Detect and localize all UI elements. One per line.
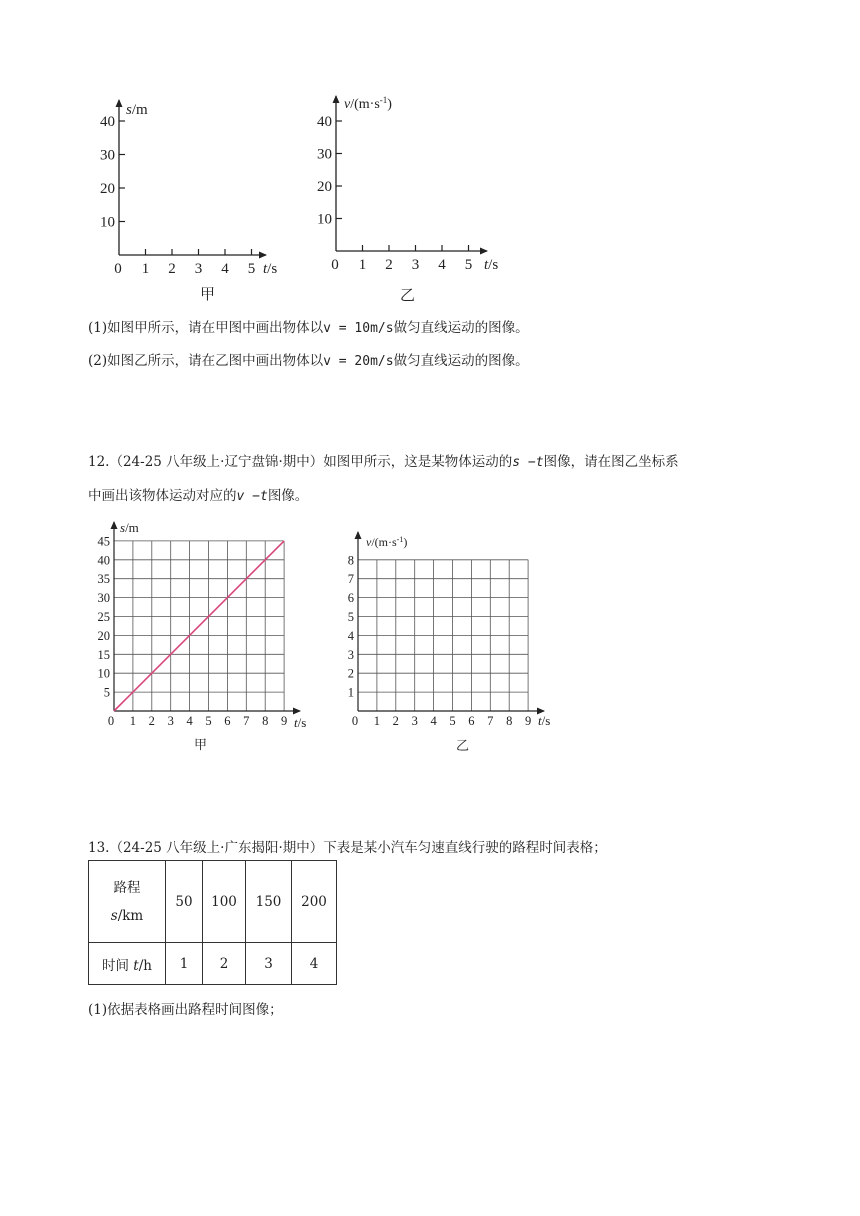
y-tick-label: 40 [97, 553, 110, 568]
y-tick-label: 30 [97, 591, 110, 606]
fig11-yi-axes [305, 88, 520, 303]
fig12-yi-grid [358, 560, 528, 711]
x-tick-label: 7 [243, 714, 250, 728]
y-tick-label: 6 [347, 591, 354, 606]
y-tick-label: 10 [100, 214, 115, 231]
y-tick-label: 10 [97, 666, 110, 681]
x-tick-label: 6 [224, 714, 231, 728]
x-tick-label: 2 [148, 714, 155, 728]
fig11-jia-caption: 甲 [200, 287, 216, 303]
x-tick-label: 1 [358, 257, 367, 273]
table-cell: 150 [246, 861, 292, 943]
x-tick-label: 2 [168, 261, 176, 277]
y-tick-label: 5 [103, 685, 110, 700]
x-tick-label: 9 [524, 714, 532, 728]
fig12-jia-series [114, 541, 284, 711]
x-tick-label: 2 [385, 257, 393, 273]
fig12-jia-caption: 甲 [194, 737, 208, 752]
fig11-yi-caption: 乙 [400, 288, 416, 303]
q11-part2: (2)如图乙所示，请在乙图中画出物体以v = 20m/s做匀直线运动的图像。 [88, 353, 529, 369]
q12-line1: 12.（24-25 八年级上·辽宁盘锦·期中）如图甲所示，这是某物体运动的s −t图像，请在图乙坐标系 [88, 454, 679, 470]
fig12-yi-chart [330, 528, 570, 758]
x-tick-label: 4 [221, 261, 229, 277]
y-tick-label: 30 [100, 147, 115, 164]
table-cell: 2 [203, 943, 246, 985]
x-tick-label: 2 [392, 714, 399, 728]
y-tick-label: 40 [317, 114, 332, 130]
y-tick-label: 35 [97, 572, 110, 587]
y-tick-label: 4 [347, 628, 354, 643]
x-tick-label: 3 [167, 714, 174, 728]
series-line [114, 541, 284, 711]
y-tick-label: 8 [347, 553, 354, 568]
y-tick-label: 45 [97, 534, 110, 549]
x-tick-label: 4 [430, 714, 437, 728]
q11-part1: (1)如图甲所示，请在甲图中画出物体以v = 10m/s做匀直线运动的图像。 [88, 320, 529, 336]
x-tick-label: 1 [373, 714, 381, 728]
y-tick-label: 40 [100, 114, 115, 130]
x-tick-label: 5 [449, 714, 456, 728]
fig11-jia-yticks [100, 114, 125, 231]
x-tick-label: 3 [194, 261, 203, 277]
table-row [89, 943, 337, 985]
fig12-jia-ylabel: s/m [120, 520, 139, 535]
fig11-jia-ylabel: s/m [126, 102, 148, 118]
fig11-yi-xlabel: t/s [484, 257, 499, 273]
table-row [89, 861, 337, 943]
x-tick-label: 1 [129, 714, 137, 728]
fig12-jia-xlabel: t/s [294, 715, 307, 730]
y-tick-label: 20 [100, 181, 115, 197]
q13-table [88, 860, 337, 985]
q13-intro: 13.（24-25 八年级上·广东揭阳·期中）下表是某小汽车匀速直线行驶的路程时间表格； [88, 840, 607, 856]
x-tick-label: 3 [411, 257, 420, 273]
x-tick-label: 0 [331, 257, 339, 273]
y-tick-label: 15 [97, 647, 110, 662]
fig12-jia-xticks [108, 714, 287, 728]
q12-line2: 中画出该物体运动对应的v −t图像。 [88, 488, 309, 504]
x-tick-label: 0 [114, 261, 122, 277]
x-tick-label: 7 [487, 714, 494, 728]
fig11-jia-xlabel: t/s [263, 261, 278, 277]
y-tick-label: 1 [347, 685, 354, 700]
x-tick-label: 4 [438, 257, 446, 273]
x-tick-label: 5 [205, 714, 212, 728]
x-tick-label: 0 [107, 714, 115, 728]
x-tick-label: 1 [141, 261, 150, 277]
fig11-yi-ylabel: $v/(m\cdot s^{-1})$ [344, 95, 392, 112]
x-tick-label: 0 [351, 714, 359, 728]
fig11-yi-yticks [317, 114, 342, 228]
table-cell: 50 [166, 861, 203, 943]
table-cell: 200 [292, 861, 337, 943]
x-tick-label: 8 [262, 714, 269, 728]
fig12-jia-yticks [98, 534, 111, 699]
fig12-yi-yticks [348, 553, 355, 699]
y-tick-label: 25 [97, 610, 110, 624]
table-cell: 1 [166, 943, 203, 985]
x-tick-label: 9 [280, 714, 288, 728]
y-tick-label: 30 [317, 146, 332, 163]
x-tick-label: 8 [506, 714, 513, 728]
x-tick-label: 5 [464, 257, 473, 273]
x-tick-label: 6 [468, 714, 475, 728]
fig11-jia-xticks [114, 249, 255, 277]
fig12-jia-chart [88, 515, 320, 755]
y-tick-label: 20 [97, 628, 110, 643]
fig11-yi-xticks [331, 245, 472, 273]
q13-part1: (1)依据表格画出路程时间图像； [88, 1002, 283, 1018]
table-cell: 100 [203, 861, 246, 943]
y-tick-label: 2 [347, 666, 354, 681]
fig11-jia-axes [88, 92, 298, 307]
y-tick-label: 3 [347, 647, 354, 662]
x-tick-label: 4 [186, 714, 193, 728]
table-header-time: 时间 t/h [89, 943, 166, 985]
x-tick-label: 5 [247, 261, 256, 277]
y-tick-label: 5 [347, 610, 354, 624]
y-tick-label: 10 [317, 211, 332, 228]
fig12-yi-caption: 乙 [456, 738, 470, 753]
fig12-yi-xticks [352, 714, 531, 728]
y-tick-label: 20 [317, 179, 332, 195]
x-tick-label: 3 [411, 714, 418, 728]
y-tick-label: 7 [347, 572, 354, 587]
fig12-yi-xlabel: t/s [538, 713, 551, 728]
table-header-distance: 路程 s/km [89, 861, 166, 943]
table-cell: 4 [292, 943, 337, 985]
fig12-yi-ylabel: $v/(m\cdot s^{-1})$ [366, 535, 408, 549]
table-cell: 3 [246, 943, 292, 985]
